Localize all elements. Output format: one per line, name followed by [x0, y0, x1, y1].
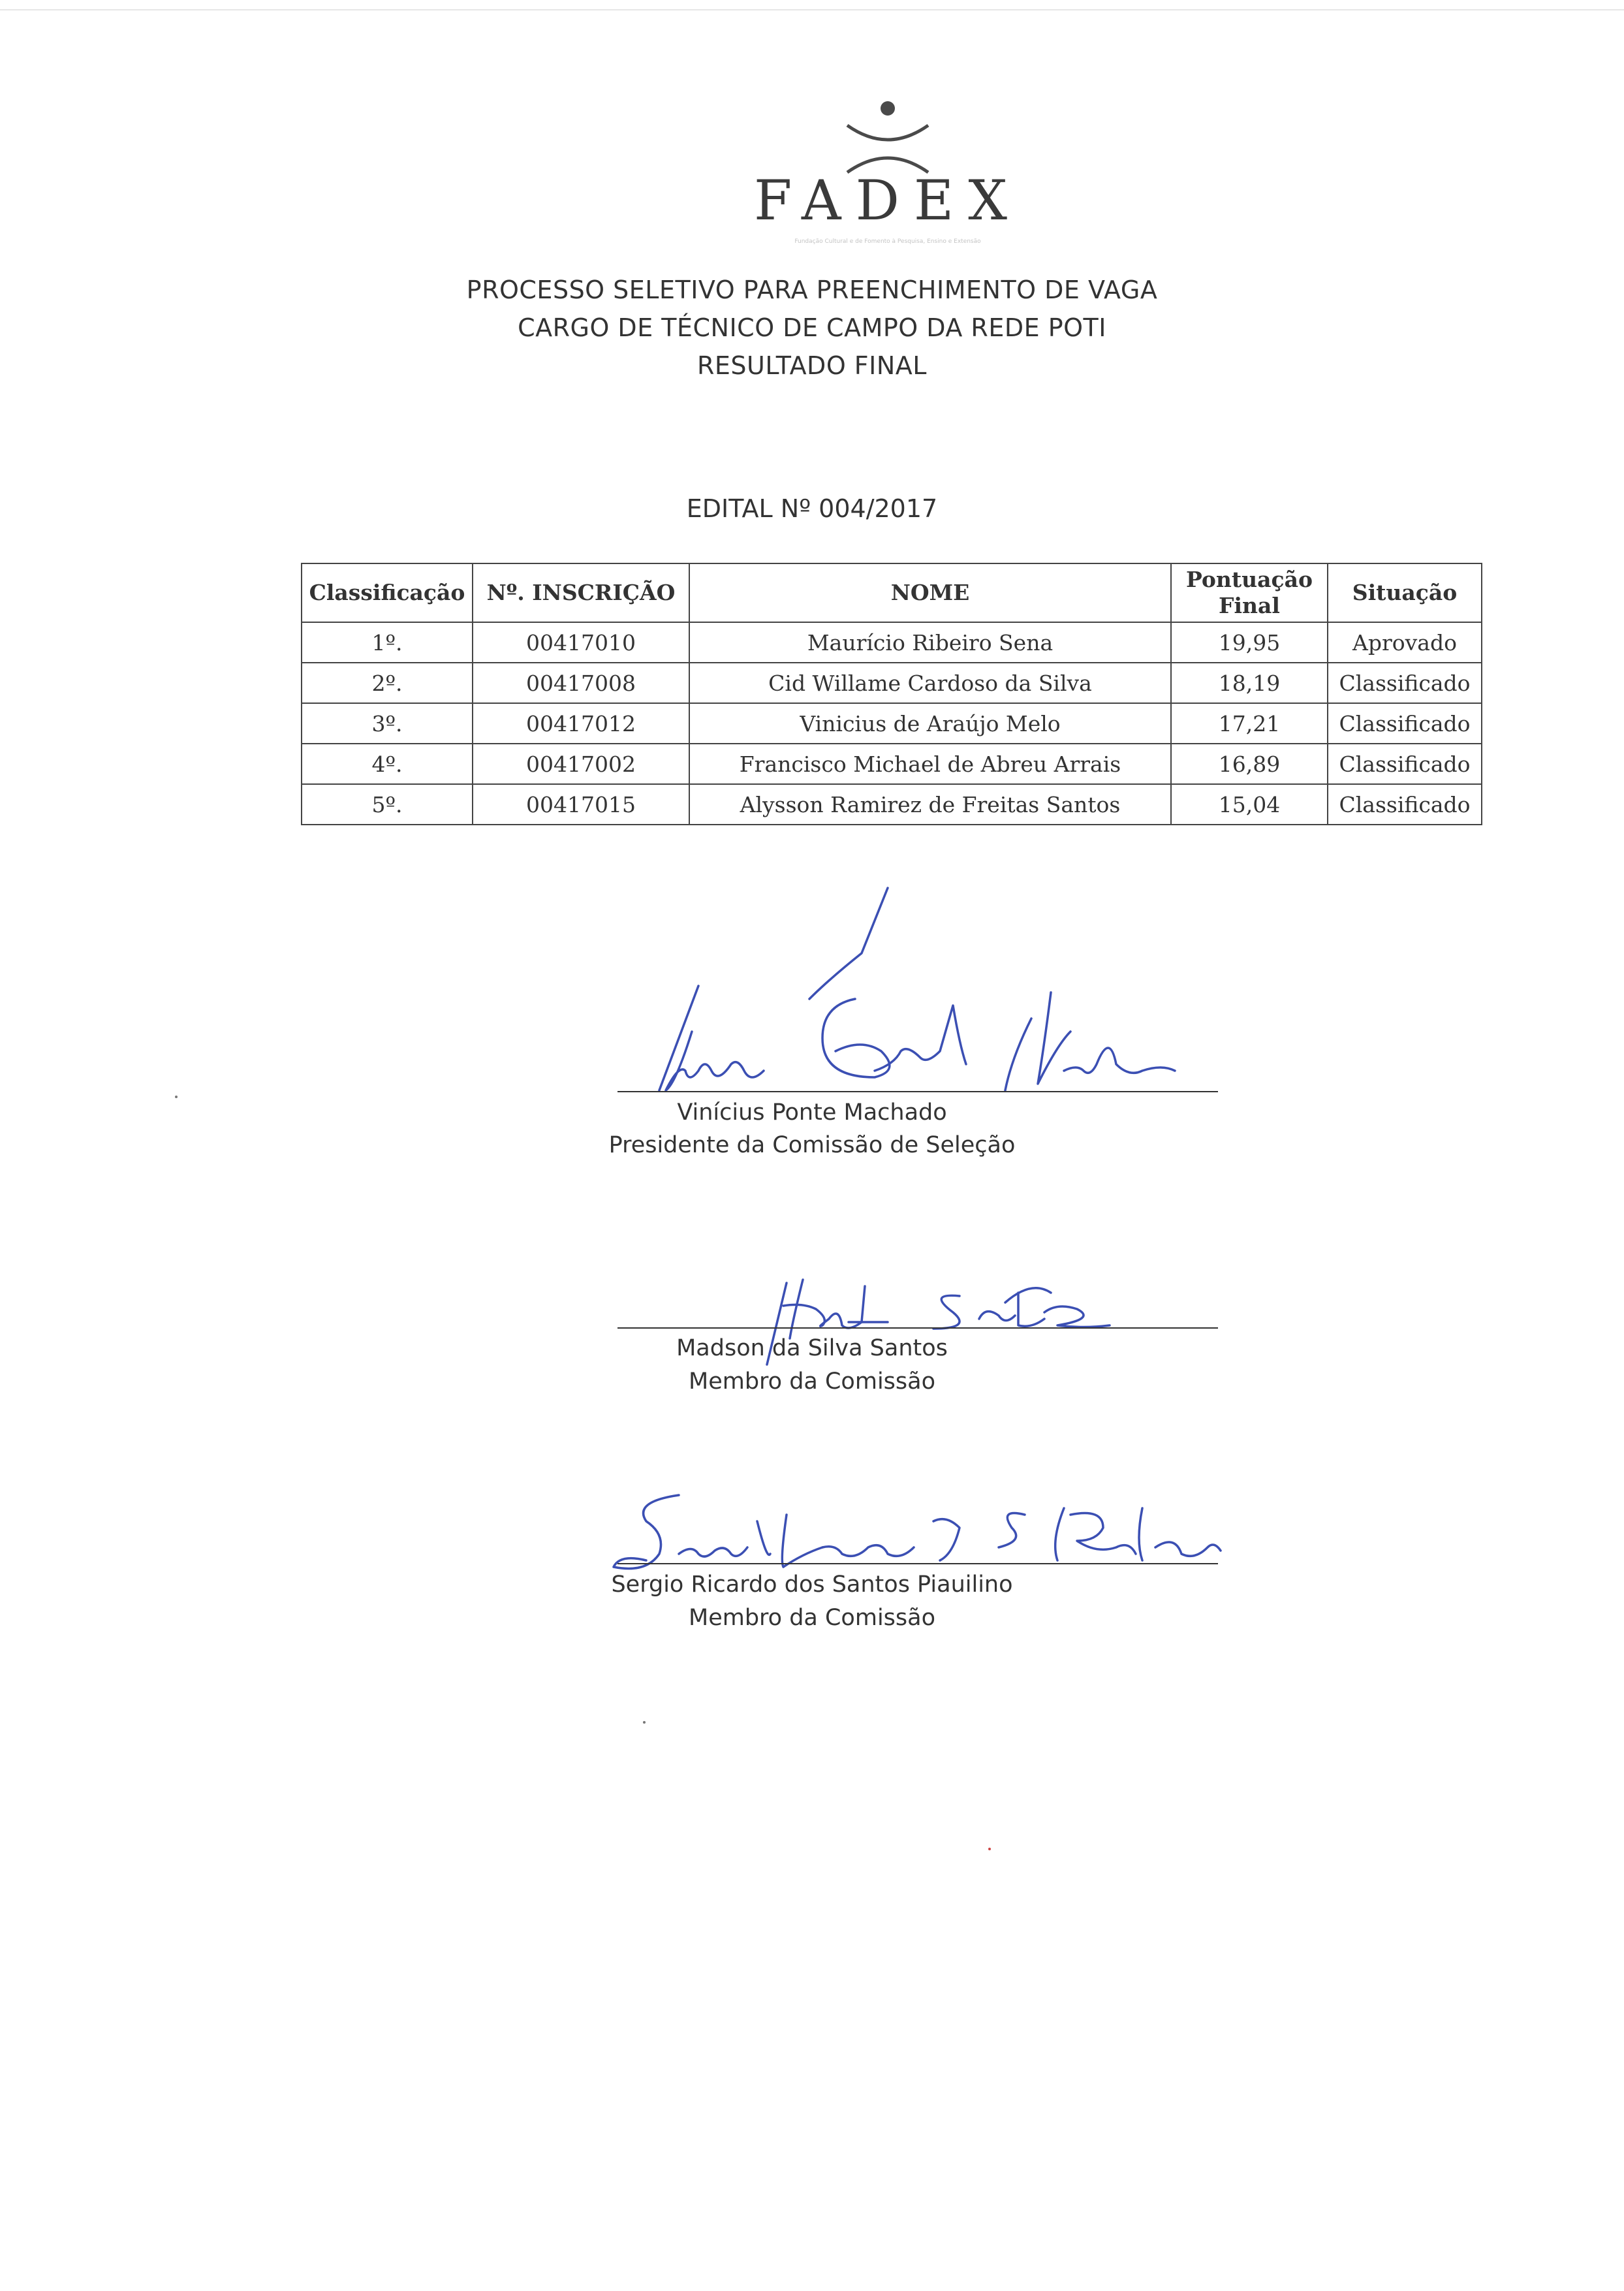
- cell-inscricao: 00417008: [473, 663, 689, 703]
- document-header: [0, 271, 1624, 385]
- header-classificacao: Classificação: [302, 563, 473, 622]
- scan-speck: [643, 1721, 646, 1724]
- table-row: [302, 744, 1482, 784]
- scan-edge-line: [0, 9, 1624, 10]
- header-title-line1: PROCESSO SELETIVO PARA PREENCHIMENTO DE VAGA: [466, 276, 1158, 304]
- scan-speck: [988, 1848, 991, 1850]
- cell-classificacao: 1º.: [302, 622, 473, 663]
- signatory-role: Membro da Comissão: [689, 1368, 935, 1395]
- edital-number: EDITAL Nº 004/2017: [686, 494, 938, 523]
- cell-nome: Cid Willame Cardoso da Silva: [689, 663, 1171, 703]
- cell-pontuacao: 19,95: [1171, 622, 1328, 663]
- header-pontuacao: [1171, 563, 1328, 622]
- signature-line: [617, 1091, 1218, 1092]
- signatory-name: Sergio Ricardo dos Santos Piauilino: [611, 1572, 1013, 1598]
- signatory-role: Membro da Comissão: [689, 1605, 935, 1631]
- cell-classificacao: 3º.: [302, 703, 473, 744]
- cell-pontuacao: 15,04: [1171, 784, 1328, 825]
- table-row: [302, 703, 1482, 744]
- signatory-role: Presidente da Comissão de Seleção: [608, 1132, 1016, 1158]
- scan-speck: [175, 1096, 178, 1098]
- cell-pontuacao: 17,21: [1171, 703, 1328, 744]
- table-row: [302, 663, 1482, 703]
- signature-line: [617, 1563, 1218, 1564]
- header-situacao: Situação: [1328, 563, 1482, 622]
- table-row: [302, 784, 1482, 825]
- cell-pontuacao: 18,19: [1171, 663, 1328, 703]
- cell-inscricao: 00417012: [473, 703, 689, 744]
- cell-situacao: Classificado: [1328, 784, 1482, 825]
- cell-situacao: Classificado: [1328, 703, 1482, 744]
- signature-president-icon: [614, 875, 1214, 1097]
- header-title-line3: RESULTADO FINAL: [697, 351, 927, 380]
- logo-tagline: Fundação Cultural e de Fomento à Pesquisa, Ensino e Extensão: [794, 238, 981, 245]
- signatory-name: Vinícius Ponte Machado: [677, 1099, 947, 1126]
- cell-inscricao: 00417002: [473, 744, 689, 784]
- cell-pontuacao: 16,89: [1171, 744, 1328, 784]
- cell-nome: Maurício Ribeiro Sena: [689, 622, 1171, 663]
- cell-nome: Francisco Michael de Abreu Arrais: [689, 744, 1171, 784]
- cell-inscricao: 00417015: [473, 784, 689, 825]
- header-inscricao: Nº. INSCRIÇÃO: [473, 563, 689, 622]
- header-nome: NOME: [689, 563, 1171, 622]
- signature-member-2-icon: [607, 1482, 1234, 1587]
- cell-nome: Vinicius de Araújo Melo: [689, 703, 1171, 744]
- table-row: [302, 622, 1482, 663]
- table-header-row: [302, 563, 1482, 622]
- fadex-logo: [718, 91, 1057, 255]
- cell-classificacao: 4º.: [302, 744, 473, 784]
- signature-line: [617, 1327, 1218, 1329]
- header-pontuacao-line2: Final: [1219, 593, 1280, 618]
- cell-situacao: Classificado: [1328, 663, 1482, 703]
- cell-classificacao: 5º.: [302, 784, 473, 825]
- cell-situacao: Classificado: [1328, 744, 1482, 784]
- header-pontuacao-line1: Pontuação: [1185, 567, 1313, 592]
- cell-situacao: Aprovado: [1328, 622, 1482, 663]
- cell-inscricao: 00417010: [473, 622, 689, 663]
- results-table: [301, 563, 1482, 825]
- logo-wordmark: FADEX: [753, 168, 1022, 232]
- signatory-name: Madson da Silva Santos: [676, 1335, 948, 1361]
- cell-nome: Alysson Ramirez de Freitas Santos: [689, 784, 1171, 825]
- cell-classificacao: 2º.: [302, 663, 473, 703]
- header-title-line2: CARGO DE TÉCNICO DE CAMPO DA REDE POTI: [518, 313, 1106, 342]
